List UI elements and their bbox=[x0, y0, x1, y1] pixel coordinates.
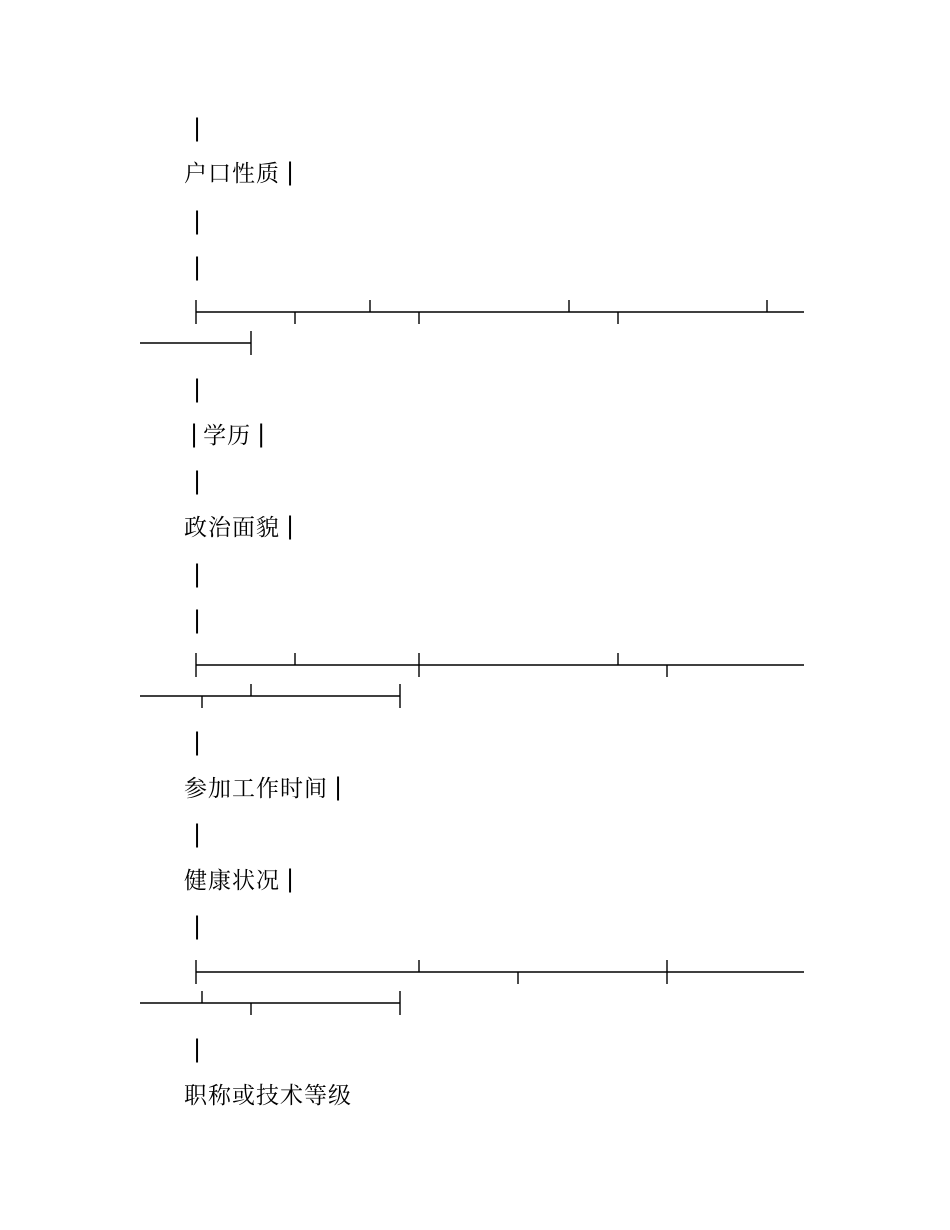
table-border-bar: | bbox=[286, 158, 296, 186]
table-border-bar: | bbox=[193, 560, 202, 588]
field-label-hukou: 户口性质 | bbox=[184, 158, 296, 187]
table-border-bar: | bbox=[257, 420, 267, 448]
field-label-education: | 学历 | bbox=[190, 420, 267, 449]
field-label-work-start: 参加工作时间 | bbox=[184, 773, 344, 802]
table-border-bar: | bbox=[193, 820, 202, 848]
table-border-bar: | bbox=[193, 728, 202, 756]
table-border-bar: | bbox=[193, 207, 202, 235]
table-border-bar: | bbox=[193, 1035, 202, 1063]
table-border-bar: | bbox=[193, 253, 202, 281]
table-border-bar: | bbox=[286, 512, 296, 540]
table-border-bar: | bbox=[193, 467, 202, 495]
table-border-bar: | bbox=[190, 420, 200, 448]
table-border-bar: | bbox=[193, 912, 202, 940]
field-label-health: 健康状况 | bbox=[184, 865, 296, 894]
field-label-political-status: 政治面貌 | bbox=[184, 512, 296, 541]
table-border-bar: | bbox=[193, 375, 202, 403]
table-border-bar: | bbox=[193, 114, 202, 142]
field-label-title-grade: 职称或技术等级 bbox=[184, 1083, 352, 1109]
table-border-bar: | bbox=[193, 606, 202, 634]
table-border-bar: | bbox=[334, 773, 344, 801]
table-border-bar: | bbox=[286, 865, 296, 893]
